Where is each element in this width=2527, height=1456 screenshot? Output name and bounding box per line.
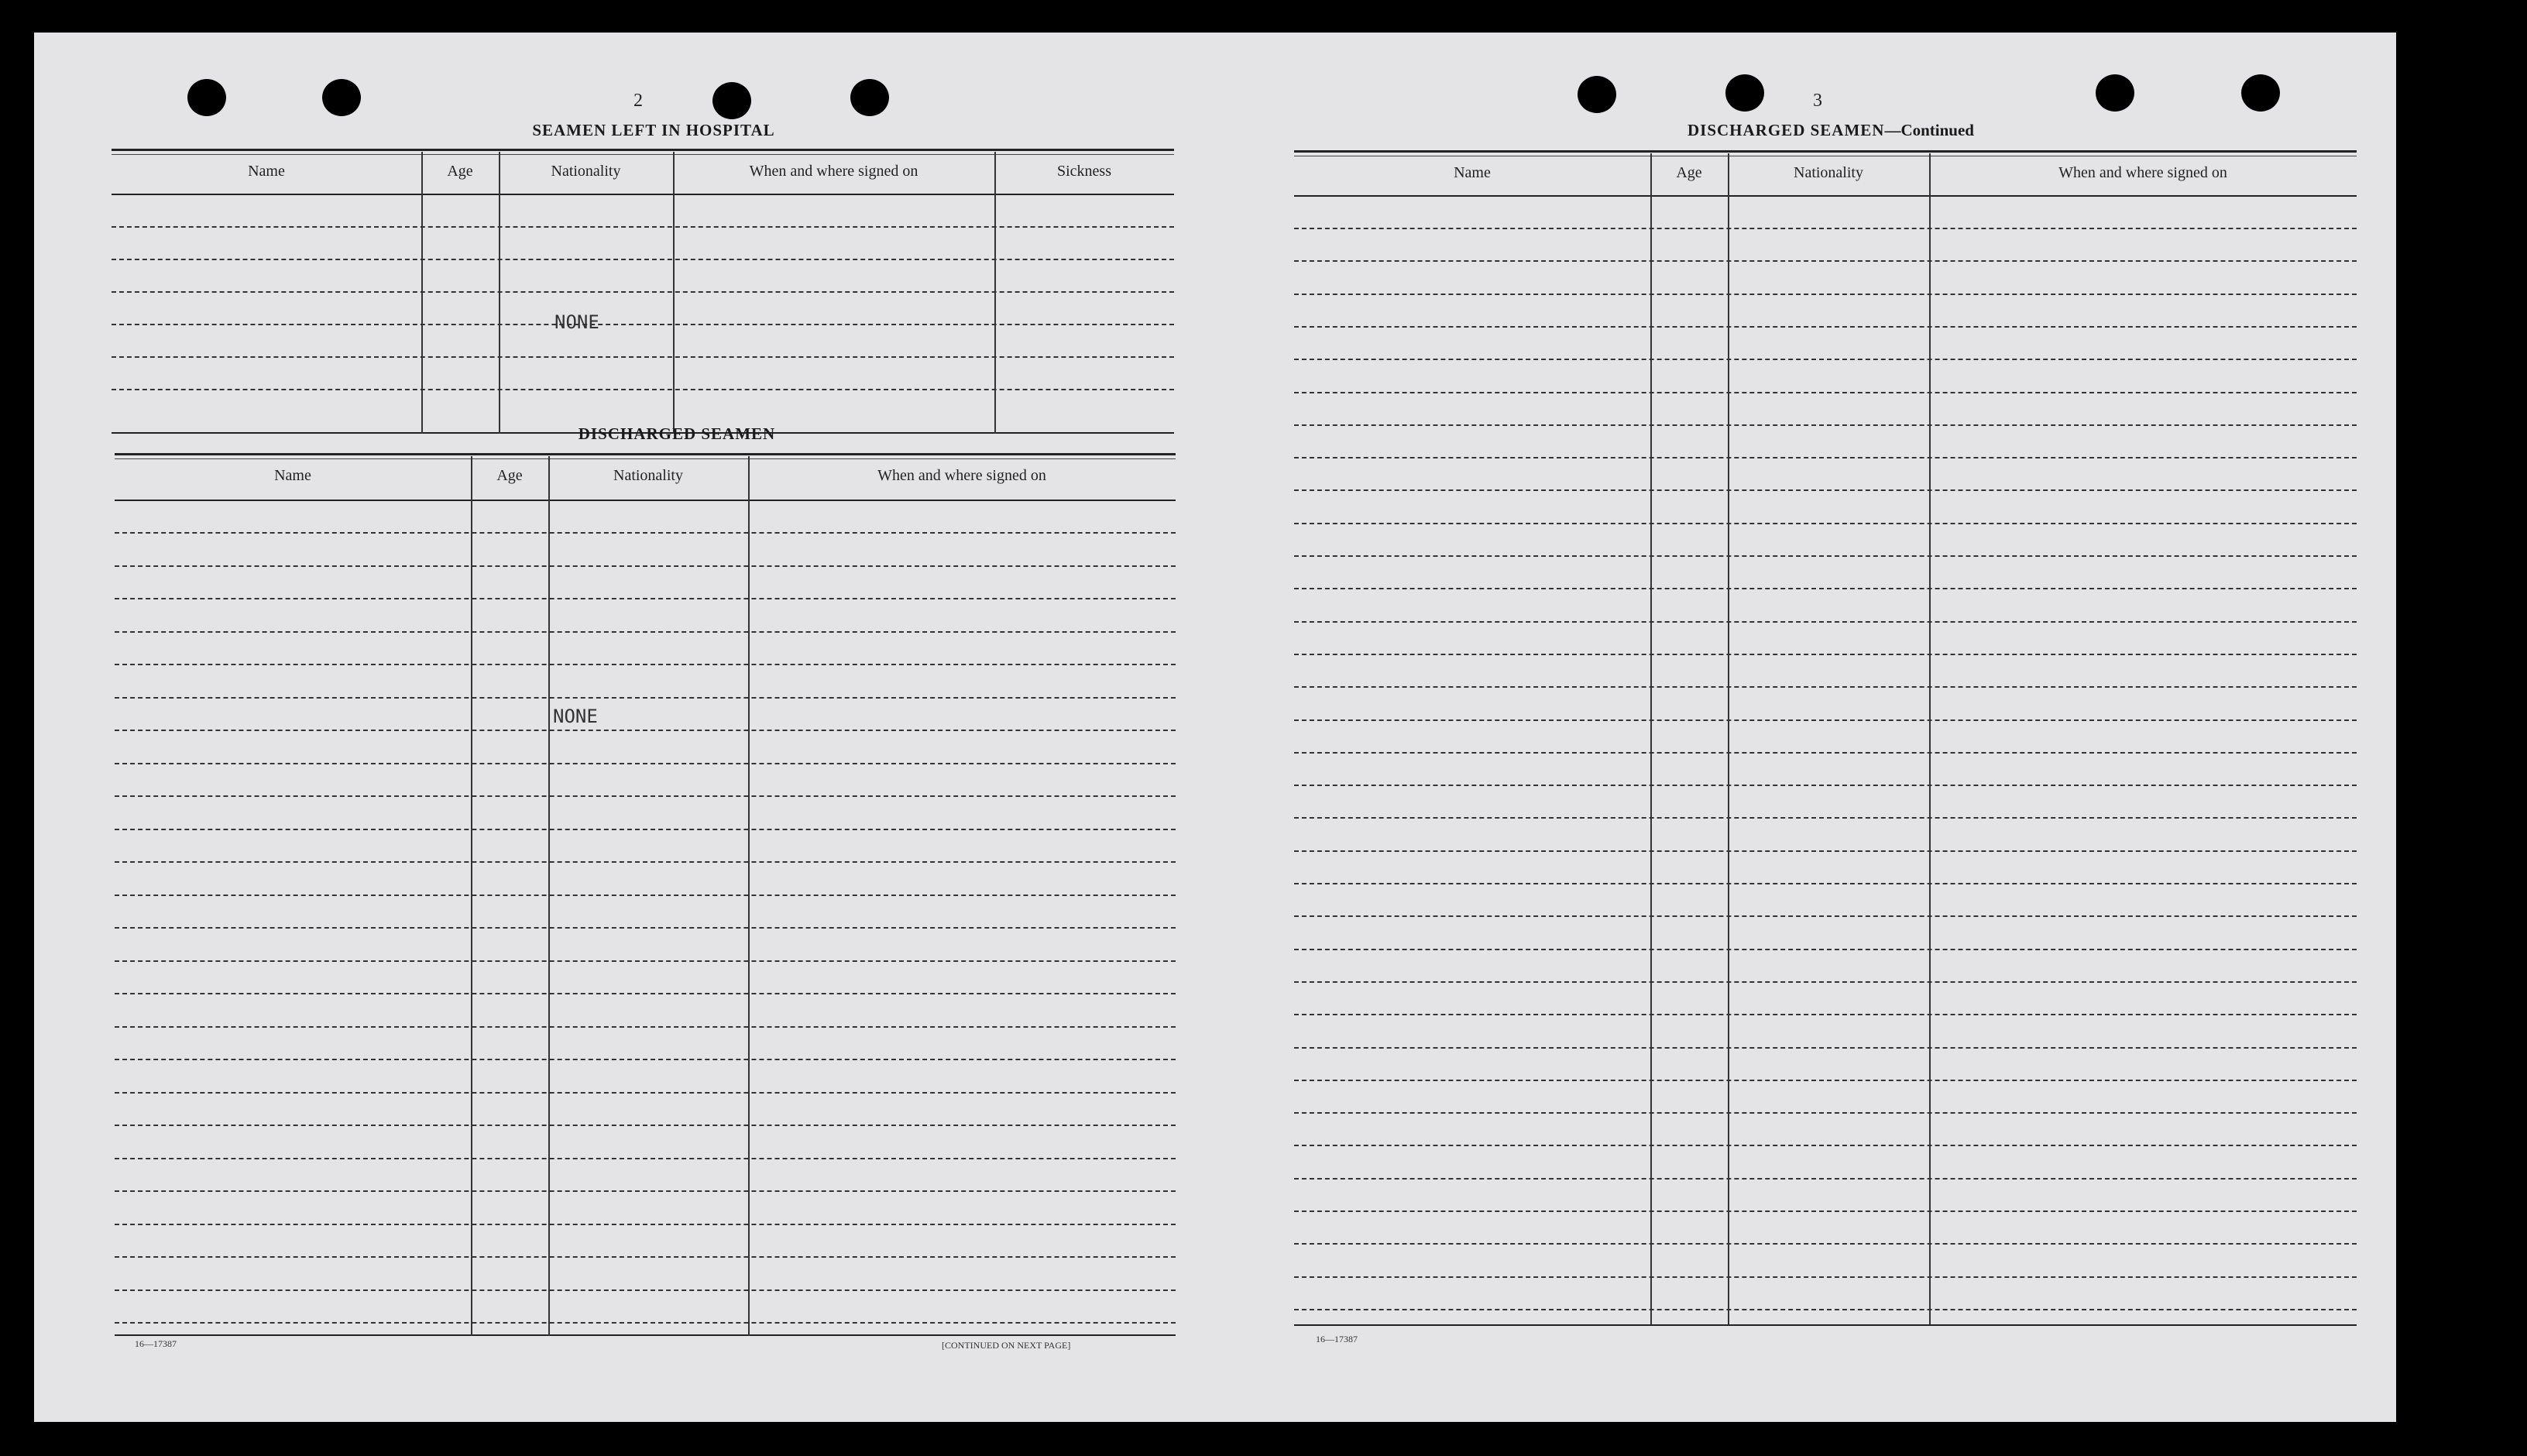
table-row	[1294, 752, 2357, 754]
punch-hole	[2096, 74, 2134, 112]
header-rule	[112, 194, 1174, 195]
table-row	[115, 1092, 1176, 1094]
table-row	[115, 1289, 1176, 1291]
table-row	[1294, 1080, 2357, 1081]
table-row	[1294, 883, 2357, 884]
table-row	[1294, 1047, 2357, 1049]
column-header-signed-on: When and where signed on	[877, 467, 1046, 484]
table-row	[115, 697, 1176, 699]
column-header-age: Age	[496, 467, 523, 484]
table-row	[1294, 654, 2357, 655]
table-row	[1294, 588, 2357, 589]
table-row	[115, 763, 1176, 764]
table-row	[1294, 1178, 2357, 1180]
table-row	[115, 532, 1176, 534]
table-row	[112, 259, 1174, 260]
column-header-nationality: Nationality	[551, 163, 621, 180]
table-row	[115, 960, 1176, 962]
table-row	[115, 1026, 1176, 1028]
column-divider	[471, 456, 472, 1336]
table-row	[115, 795, 1176, 797]
table-row	[112, 291, 1174, 293]
column-header-age: Age	[1676, 164, 1702, 181]
form-number-right: 16—17387	[1316, 1334, 1358, 1344]
table-row	[115, 1125, 1176, 1126]
punch-hole	[712, 82, 751, 119]
table-row	[1294, 949, 2357, 950]
page-number-left: 2	[633, 91, 643, 111]
table-row	[112, 226, 1174, 228]
table-row	[1294, 294, 2357, 295]
discharged-none-entry: NONE	[553, 706, 598, 727]
discharged-continued-title	[1366, 121, 2295, 140]
column-divider	[994, 152, 996, 434]
column-header-nationality: Nationality	[613, 467, 683, 484]
table-row	[1294, 1309, 2357, 1310]
discharged-table-left	[115, 453, 1176, 1371]
table-row	[1294, 1112, 2357, 1114]
column-header-name: Name	[274, 467, 311, 484]
table-row	[115, 664, 1176, 665]
form-number-left: 16—17387	[135, 1338, 177, 1349]
table-row	[115, 1224, 1176, 1225]
punch-hole	[1578, 76, 1616, 113]
column-divider	[748, 456, 750, 1336]
punch-hole	[187, 79, 226, 116]
column-divider	[421, 152, 423, 434]
table-row	[115, 993, 1176, 994]
table-top-rule	[115, 453, 1176, 459]
table-top-rule	[1294, 150, 2357, 156]
continued-note: [CONTINUED ON NEXT PAGE]	[942, 1340, 1071, 1351]
table-top-rule	[112, 149, 1174, 155]
table-row	[112, 389, 1174, 390]
punch-hole	[850, 79, 889, 116]
document-sheet	[34, 33, 2396, 1422]
punch-hole	[322, 79, 361, 116]
table-row	[1294, 1014, 2357, 1015]
table-row	[1294, 817, 2357, 819]
column-divider	[1728, 153, 1729, 1324]
column-header-signed-on: When and where signed on	[2058, 164, 2227, 181]
table-row	[115, 1059, 1176, 1060]
table-row	[1294, 489, 2357, 491]
table-row	[1294, 555, 2357, 557]
table-row	[1294, 621, 2357, 623]
header-rule	[115, 500, 1176, 501]
discharged-table-right	[1294, 150, 2357, 1366]
title-text: DISCHARGED SEAMEN	[1688, 121, 1885, 139]
table-row	[115, 829, 1176, 830]
table-row	[115, 598, 1176, 599]
table-row	[115, 927, 1176, 929]
table-row	[1294, 1276, 2357, 1278]
table-row	[115, 565, 1176, 567]
table-row	[115, 895, 1176, 896]
table-row	[115, 730, 1176, 731]
table-row	[1294, 326, 2357, 328]
punch-hole	[1725, 74, 1764, 112]
table-row	[1294, 686, 2357, 688]
column-divider	[1650, 153, 1652, 1324]
discharged-table-title: DISCHARGED SEAMEN	[578, 424, 776, 443]
column-divider	[673, 152, 675, 434]
table-row	[1294, 424, 2357, 426]
table-row	[1294, 850, 2357, 852]
table-row	[1294, 719, 2357, 721]
column-header-name: Name	[1454, 164, 1491, 181]
hospital-none-entry: NONE	[554, 311, 599, 333]
column-divider	[548, 456, 550, 1336]
table-row	[1294, 359, 2357, 360]
table-row	[115, 861, 1176, 863]
table-row	[1294, 1243, 2357, 1245]
table-row	[1294, 981, 2357, 983]
table-row	[1294, 785, 2357, 786]
column-header-nationality: Nationality	[1794, 164, 1863, 181]
column-header-signed-on: When and where signed on	[749, 163, 918, 180]
table-bottom-rule	[1294, 1324, 2357, 1326]
table-row	[1294, 915, 2357, 917]
column-divider	[499, 152, 500, 434]
table-row	[115, 1158, 1176, 1159]
table-row	[1294, 1210, 2357, 1212]
punch-hole	[2241, 74, 2280, 112]
table-row	[1294, 392, 2357, 393]
column-divider	[1929, 153, 1931, 1324]
header-rule	[1294, 195, 2357, 197]
column-header-sickness: Sickness	[1057, 163, 1111, 180]
table-row	[112, 356, 1174, 358]
table-row	[115, 1190, 1176, 1192]
table-bottom-rule	[115, 1334, 1176, 1336]
table-row	[1294, 260, 2357, 262]
hospital-table	[112, 149, 1174, 439]
table-row	[1294, 457, 2357, 458]
column-header-name: Name	[248, 163, 285, 180]
hospital-table-title: SEAMEN LEFT IN HOSPITAL	[532, 121, 775, 139]
page-number-right: 3	[1813, 91, 1822, 111]
table-row	[115, 1322, 1176, 1324]
table-row	[1294, 523, 2357, 524]
column-header-age: Age	[447, 163, 473, 180]
table-row	[115, 1256, 1176, 1258]
title-suffix: —Continued	[1884, 121, 1974, 139]
table-row	[112, 324, 1174, 325]
table-row	[1294, 1145, 2357, 1146]
table-row	[115, 631, 1176, 633]
table-row	[1294, 228, 2357, 229]
